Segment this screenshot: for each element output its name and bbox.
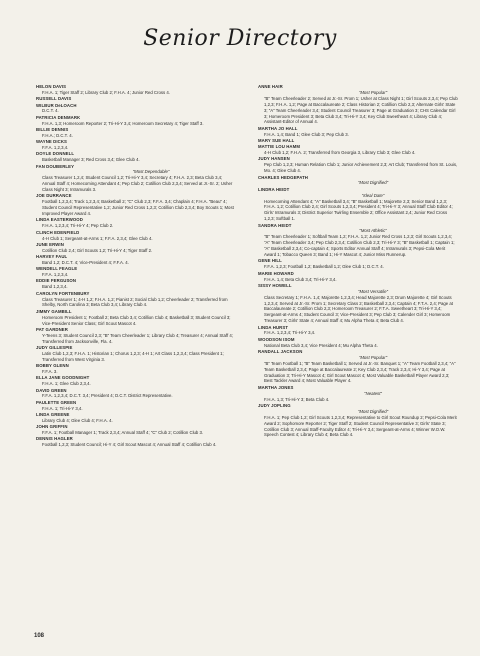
directory-entry [36, 193, 236, 217]
directory-entry [36, 327, 236, 345]
directory-entry [36, 217, 236, 229]
directory-entry [36, 254, 236, 266]
directory-entry [36, 84, 236, 96]
superlative-title: "Most Dependable" [132, 169, 170, 175]
directory-entry [36, 291, 236, 309]
student-activities: 4-H Club 1; Sergeant-at-Arms 1; F.F.A. 2,3,4; Glee Club 4. [42, 235, 153, 241]
student-activities: Y-Teens 3; Student Council 2,3; "B" Team Cheerleader 1; Library Club 4; Treasurer 4; Annual Staff 4; Transferred from Jacksonville, Fla. 4. [42, 332, 233, 344]
student-name: HELON DAVIS [36, 84, 67, 89]
student-name: CAROLYN FORTENBURY [36, 290, 90, 296]
student-name: LINDRA HEIDT [258, 186, 290, 192]
student-activities: Latin Club 1,2,3; F.H.A. 1; Historian 1; Chorus 1,2,3; 4-H 1; Art Class 1,2,3,4; Class President 1; Transferred from West Virginia 3. [42, 350, 224, 362]
superlative-title: "Most Dignified" [357, 408, 389, 414]
directory-entry [258, 385, 458, 403]
student-activities: "B" Team Cheerleader 2; Served at Jr.-Sr. Prom 1; Usher at Class Night 1; Girl Scouts 2,3,4; Pep Club 1,2,3; F.H.A. 1,2; Page at Baccalaureate 2; Class Historian 2; Cotillion Club 2,3; Alternate Girls' State 3; "A" Team Cheerleader 3,4; Student Council Treasurer 3; Page at Graduation 3; CHS Calendar Girl 3; Homeroom President 3; Beta Club 3,4; Tri-Hi-Y 3,4; Key Club Sweetheart 4; Library Club 4; Assistant-Editor of Annual 4. [264, 95, 458, 125]
student-activities: Basketball Manager 3; Red Cross 3,4; Glee Club 4. [42, 157, 140, 163]
superlative-title: "Most Versatile" [357, 288, 389, 294]
directory-entry [36, 230, 236, 242]
student-name: WAYNE DICKS [36, 139, 68, 145]
student-activities: F.F.A. 1,2,3,4. [42, 145, 69, 151]
student-name: GENE HILL [258, 258, 282, 264]
student-activities: 4-H Club 1,2; F.H.A. 2; Transferred from Georgia 3, Library Club 3; Glee Club 4. [264, 150, 416, 156]
student-activities: Class Treasurer 1,2,4; Student Council 1,2; Tri-Hi-Y 3,4; Secretary 4; F.H.A. 2,3; Beta Club 3,4; Annual Staff 4; Homecoming Attendant 4; Pep Club 2; Cotillion Club 2,3,4; Served at Jr.-Sr. 2; Usher Class Night 3; Intramurals 3. [42, 175, 233, 193]
student-activities: F.F.A. 1; Football Manager 1; Track 2,3,4; Annual Staff 4; "C" Club 2; Cotillion Club 3. [42, 430, 204, 436]
directory-entry [36, 278, 236, 290]
student-name: MARIE HOWARD [258, 270, 294, 276]
directory-entry [36, 242, 236, 254]
student-name: DAVID GREEN [36, 387, 67, 393]
student-name: SISSY HOWELL [258, 282, 292, 288]
student-name: JUDY HANSEN [258, 156, 290, 162]
directory-entry [36, 115, 236, 127]
student-name: RUSSELL DAVIS [36, 96, 72, 102]
student-name: PAULETTE GREEN [36, 399, 77, 405]
student-activities: Homeroom President 1; Football 2; Beta Club 3,4; Cotillion Club 4; Basketball 3; Student Council 3; Vice-President Senior Class; Girl Scout Mascot 4. [42, 314, 231, 326]
student-activities: F.H.A. 1,3; Homeroom Reporter 2; Tri-Hi-Y 3,4; Homeroom Secretary 4; Tiger Staff 3. [42, 120, 204, 126]
student-activities: F.F.A. 1,2,3,4; D.C.T. 3,4; President 4; D.C.T. District Representative. [42, 393, 173, 399]
student-name: WILBUR DeLOACH [36, 102, 77, 108]
page-title: Senior Directory [143, 26, 337, 51]
directory-entry [258, 84, 458, 125]
student-activities: Band 1,2; D.C.T. 4; Vice-President 4; F.F.A. 4. [42, 259, 129, 265]
directory-entry [258, 223, 458, 258]
student-activities: National Beta Club 3,4; Vice President 4; Mu Alpha Theta 4. [264, 342, 378, 348]
student-name: PAT GARDNER [36, 326, 68, 332]
directory-entry [36, 139, 236, 151]
superlative-title: "Most Athletic" [359, 228, 387, 234]
student-activities: Band 1,2,3,4. [42, 284, 68, 290]
directory-entry [36, 436, 236, 448]
directory-entry [258, 187, 458, 222]
directory-entry [36, 400, 236, 412]
student-name: MARTHA JONES [258, 384, 294, 390]
student-name: BILLIE DENNIS [36, 126, 69, 132]
directory-entry [36, 424, 236, 436]
directory-entry [258, 138, 458, 144]
student-activities: "B" Team Cheerleader 1; Softball Team 1,2; F.H.A. 1,2; Junior Red Cross 1,2,3; Girl Scouts 1,2,3,4; "A" Team Cheerleader 3,4; Pep Club 2,3,4; Cotillion Club 2,3; Tri-Hi-Y 3; "B" Basketball 1; Captain 1; "A" Basketball 2,3,4; Co-captain 4; Sports Editor Annual Staff 4; Intramurals 3; Pepsi-Cola Merit Award 1; Tobacco Queen 3; Band 1; Hi-Y Mascot 4; Junior Miss Runnerup. [264, 234, 455, 258]
student-activities: "B" Team Football 1; "B" Team Basketball 1; Served at Jr.-Sr. Banquet 1; "A" Team Football 2,3,4; "A" Team Basketball 2,3,4; Page at Baccalaureate 2; Key Club 2,3,4; Track 2,3,4; Hi-Y 3,4; Page at Graduation 3; Tri-Hi-Y Mascot 4; Girl Scout Mascot 4; Most Valuable Basketball Player Award 2,3; Best Tackler Award 4; Most Valuable Player 4. [264, 360, 456, 384]
student-activities: F.F.A. 1,2,3,4. [42, 272, 69, 278]
directory-entry [258, 258, 458, 270]
directory-entry [36, 309, 236, 327]
directory-entry [258, 283, 458, 324]
student-name: JIMMY GAMBILL [36, 308, 72, 314]
student-name: CHARLES HEDGEPATH [258, 174, 309, 180]
directory-entry [36, 412, 236, 424]
student-activities: F.H.A. 1,2,3,4; Tri-Hi-Y 4; Pep Club 2. [42, 223, 114, 229]
student-name: WOODSON ISOM [258, 336, 295, 342]
student-name: LINDA GREENE [36, 411, 70, 417]
directory-entry [36, 151, 236, 163]
student-name: MARY SUE HALL [258, 137, 295, 143]
student-name: PATRICIA DENMARK [36, 114, 81, 120]
student-name: EDDIE FERGUSON [36, 278, 77, 284]
student-name: CLINCH EDENFIELD [36, 229, 80, 235]
student-activities: Pep Club 1,2,3; Human Relation Club 1; Junior Achievement 2,3; Art Club; Transferred from St. Louis, Mo. 4; Glee Club 4. [264, 162, 458, 174]
student-name: HARVEY FAUL [36, 254, 68, 260]
directory-entry [258, 349, 458, 384]
student-name: WENDELL FEAGLE [36, 266, 78, 272]
student-name: JUNE ERWIN [36, 241, 64, 247]
directory-entry [36, 345, 236, 363]
student-activities: Football 1,2,3; Student Council; Hi-Y 4; Girl Scout Mascot 4; Annual Staff 4; Cotillion Club 4. [42, 442, 217, 448]
superlative-title: "Most Popular" [358, 89, 388, 95]
student-name: MARTHA JO HALL [258, 125, 298, 131]
directory-entry [258, 126, 458, 138]
student-activities: Homecoming Attendant 4; "A" Basketball 3,4; "B" Basketball 1; Majorette 2,3; Senior Band 1,2,3; F.H.A. 1,2; Cotillion Club 2,4; Girl Scouts 1,2,3,4; President 4; Tri-Hi-Y 3; Annual Staff Club Editor 4; Girls' Intramurals 3; District Superior Twirling Ensemble 2; Office Assistant 2,4; Junior Red Cross 1,2,3; Softball 1. [264, 198, 453, 222]
directory-entry [36, 96, 236, 102]
directory-entry [258, 144, 458, 156]
student-activities: Library Club 4; Glee Club 4; F.H.A. 4. [42, 417, 113, 423]
directory-entry [36, 375, 236, 387]
student-name: SANDRA HEIDT [258, 222, 292, 228]
student-name: ELLA JANE GOODNIGHT [36, 375, 90, 381]
directory-entry [258, 271, 458, 283]
directory-entry [36, 388, 236, 400]
student-name: LINDA EASTERWOOD [36, 217, 83, 223]
student-name: JOHN GRIFFIN [36, 424, 68, 430]
student-name: LINDA HURST [258, 324, 289, 330]
student-activities: D.C.T. 4. [42, 108, 59, 114]
student-activities: Class Treasurer 1; 4-H 1,2; F.H.A. 1,2; Pianist 2; Social Club 1,2; Cheerleader 2; Transferred from Shelby, North Carolina 3; Beta Club 3,4; Library Club 4. [42, 296, 228, 308]
student-activities: F.H.A. 1; Glee Club 2,3,4. [42, 381, 91, 387]
student-activities: Football 1,2,3,4; Track 1,2,3,4; Basketball 2; "C" Club 2,3; F.F.A. 3,4; Chaplain 4; F.H.A. "Beau" 4; Student Council Representative 1,2; Junior Red Cross 1,2,3; Cotillion Club 2,3,4; Boy Scouts 1; Most Improved Player Award 4. [42, 199, 234, 217]
student-activities: F.H.A. 1,4; Beta Club 3,4; Tri-Hi-Y 3,4. [264, 276, 337, 282]
student-name: ANNE HAIR [258, 84, 283, 89]
student-activities: F.H.A. 1; Pep Club 1,2; Girl Scouts 1,2,3,4; Representative to Girl Scout Roundup 2; Pepsi-Cola Merit Award 2; Sophomore Reporter 2; Tiger Staff 2; Student Council Representative 3; Girls' State 3; Cotillion Club 3; Annual Staff-Faculty Editor 4; Tri-Hi-Y 3,4; Sergeant-at-Arms 4; Winner W.O.W. Speech Contest 4; Library Club 4; Beta Club 4. [264, 414, 457, 438]
student-name: RANDALL JACKSON [258, 348, 303, 354]
superlative-title: "Most Popular" [358, 354, 388, 360]
directory-entry [258, 337, 458, 349]
student-activities: F.H.A. 1,3; Tri-Hi-Y 3; Beta Club 4. [264, 396, 330, 402]
student-activities: F.H.A. 1; Tri-Hi-Y 3,4. [42, 405, 83, 411]
directory-entry [36, 103, 236, 115]
directory-entry [258, 175, 458, 187]
directory-entry [36, 363, 236, 375]
superlative-title: "Neatest" [364, 390, 382, 396]
student-name: MATTIE LOU HAMM [258, 144, 300, 150]
student-name: FAN DOUBERLEY [36, 163, 75, 169]
directory-entry [258, 325, 458, 337]
student-activities: Cotillion Club 2,4; Girl Scouts 1,2; Tri-Hi-Y 4; Tiger Staff 2. [42, 247, 153, 253]
left-column [36, 84, 236, 449]
student-activities: F.F.A. 1,2,3; Football 1,2; Basketball 1,2; Glee Club 1; D.C.T. 4. [264, 264, 384, 270]
student-activities: F.H.A. 1,4; Band 1; Glee Club 3; Pep Club 3. [264, 131, 349, 137]
directory-entry [36, 164, 236, 194]
superlative-title: "Most Dignified" [357, 180, 389, 186]
student-name: JUDY JOPLING [258, 402, 291, 408]
student-activities: F.H.A.; D.C.T. 4. [42, 132, 73, 138]
directory-entry [258, 156, 458, 174]
student-name: DENNIS HAGLER [36, 436, 73, 442]
superlative-title: "Ideal Date" [361, 192, 385, 198]
student-activities: F.F.A. 3. [42, 369, 58, 375]
student-activities: Class Secretary 1; F.H.A. 1,4; Majorette 1,2,3,4; Head Majorette 2,3; Drum Majorette 4; Girl Scouts 1,2,3,4; Served at Jr.-Sr. Prom 1; Secretary Class 2; Basketball 2,3,4; Captain 4; F.T.A. 2,4; Page at Baccalaureate 2; Cotillion Club 2,3; Homeroom Treasurer 2; F.T.A. Sweetheart 3; Tri-Hi-Y 3,4; Sergeant-at-Arms 4; Student Council 3; Vice-President 3; Pep Club 3; Calender Girl 3; Homeroom Treasurer 3; Girls' State 4; Annual Staff 4; Mu Alpha Theta 4; Beta Club 4. [264, 294, 453, 324]
directory-entry [258, 403, 458, 438]
page-number: 108 [34, 633, 45, 639]
student-name: DOYLE DONNELL [36, 151, 75, 157]
right-column [258, 84, 458, 439]
student-name: BOBBY GLENN [36, 363, 69, 369]
student-activities: F.H.A. 1; Tiger Staff 2; Library Club 2; F.H.A. 4; Junior Red Cross 4. [42, 89, 170, 95]
student-name: JOE DURRANCE [36, 193, 72, 199]
student-name: JUDY GILLESPIE [36, 345, 73, 350]
directory-entry [36, 266, 236, 278]
directory-entry [36, 127, 236, 139]
student-activities: F.H.A. 1,2,3,4; Tri-Hi-Y 3,4. [264, 330, 316, 336]
